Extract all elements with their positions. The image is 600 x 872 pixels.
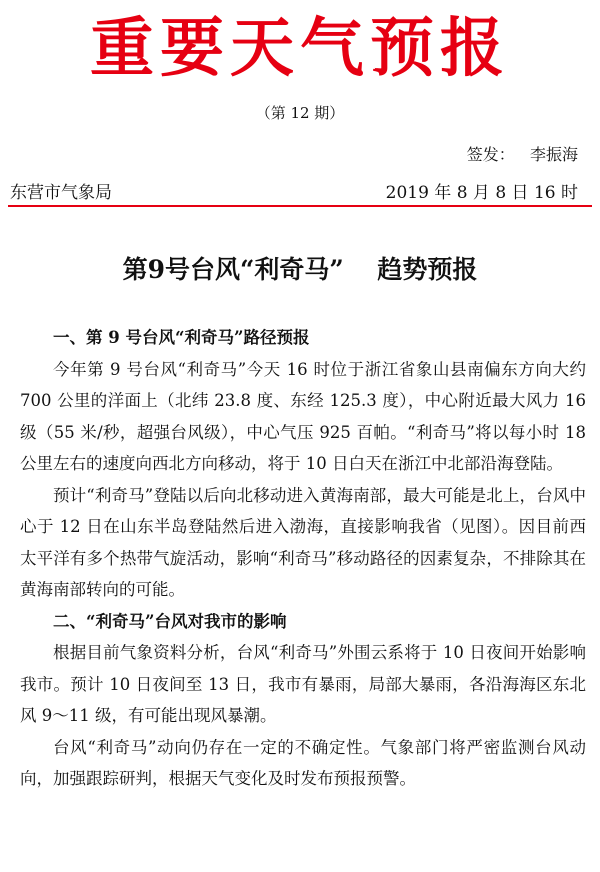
section-1-paragraph-2: 预计“利奇马”登陆以后向北移动进入黄海南部，最大可能是北上，台风中心于 12 日在山东半岛登陆然后进入渤海，直接影响我省（见图）。因目前西太平洋有多个热带气旋活动，影响“利奇马”移动路径的因素复杂，不排除其在黄海南部转向的可能。 (20, 485, 586, 599)
section-2-paragraph-1: 根据目前气象资料分析，台风“利奇马”外围云系将于 10 日夜间开始影响我市。预计 10 日夜间至 13 日，我市有暴雨，局部大暴雨，各沿海海区东北风 9～11 级，有可能出现风暴潮。 (20, 643, 586, 725)
section-2-paragraph-2: 台风“利奇马”动向仍存在一定的不确定性。气象部门将严密监测台风动向，加强跟踪研判，根据天气变化及时发布预报预警。 (20, 737, 586, 788)
header-divider (8, 205, 592, 207)
document-title: 第9号台风“利奇马” 趋势预报 (122, 255, 478, 284)
issue-number: （第 12 期） (255, 104, 345, 122)
section-2-heading: 二、“利奇马”台风对我市的影响 (53, 611, 287, 631)
issue-date: 2019 年 8 月 8 日 16 时 (385, 183, 578, 203)
section-1-paragraph-1: 今年第 9 号台风“利奇马”今天 16 时位于浙江省象山县南偏东方向大约 700 公里的洋面上（北纬 23.8 度、东经 125.3 度），中心附近最大风力 16 级（55 米/秒，超强台风级），中心气压 925 百帕。“利奇马”将以每小时 18 公里左右的速度向西北方向移动，将于 10 日白天在浙江中北部沿海登陆。 (20, 359, 586, 473)
document-body (20, 322, 586, 795)
section-1-heading: 一、第 9 号台风“利奇马”路径预报 (53, 328, 310, 347)
masthead-title: 重要天气预报 (90, 11, 510, 86)
issuing-organization: 东营市气象局 (10, 183, 112, 203)
signer-line: 签发： 李振海 (466, 145, 578, 164)
